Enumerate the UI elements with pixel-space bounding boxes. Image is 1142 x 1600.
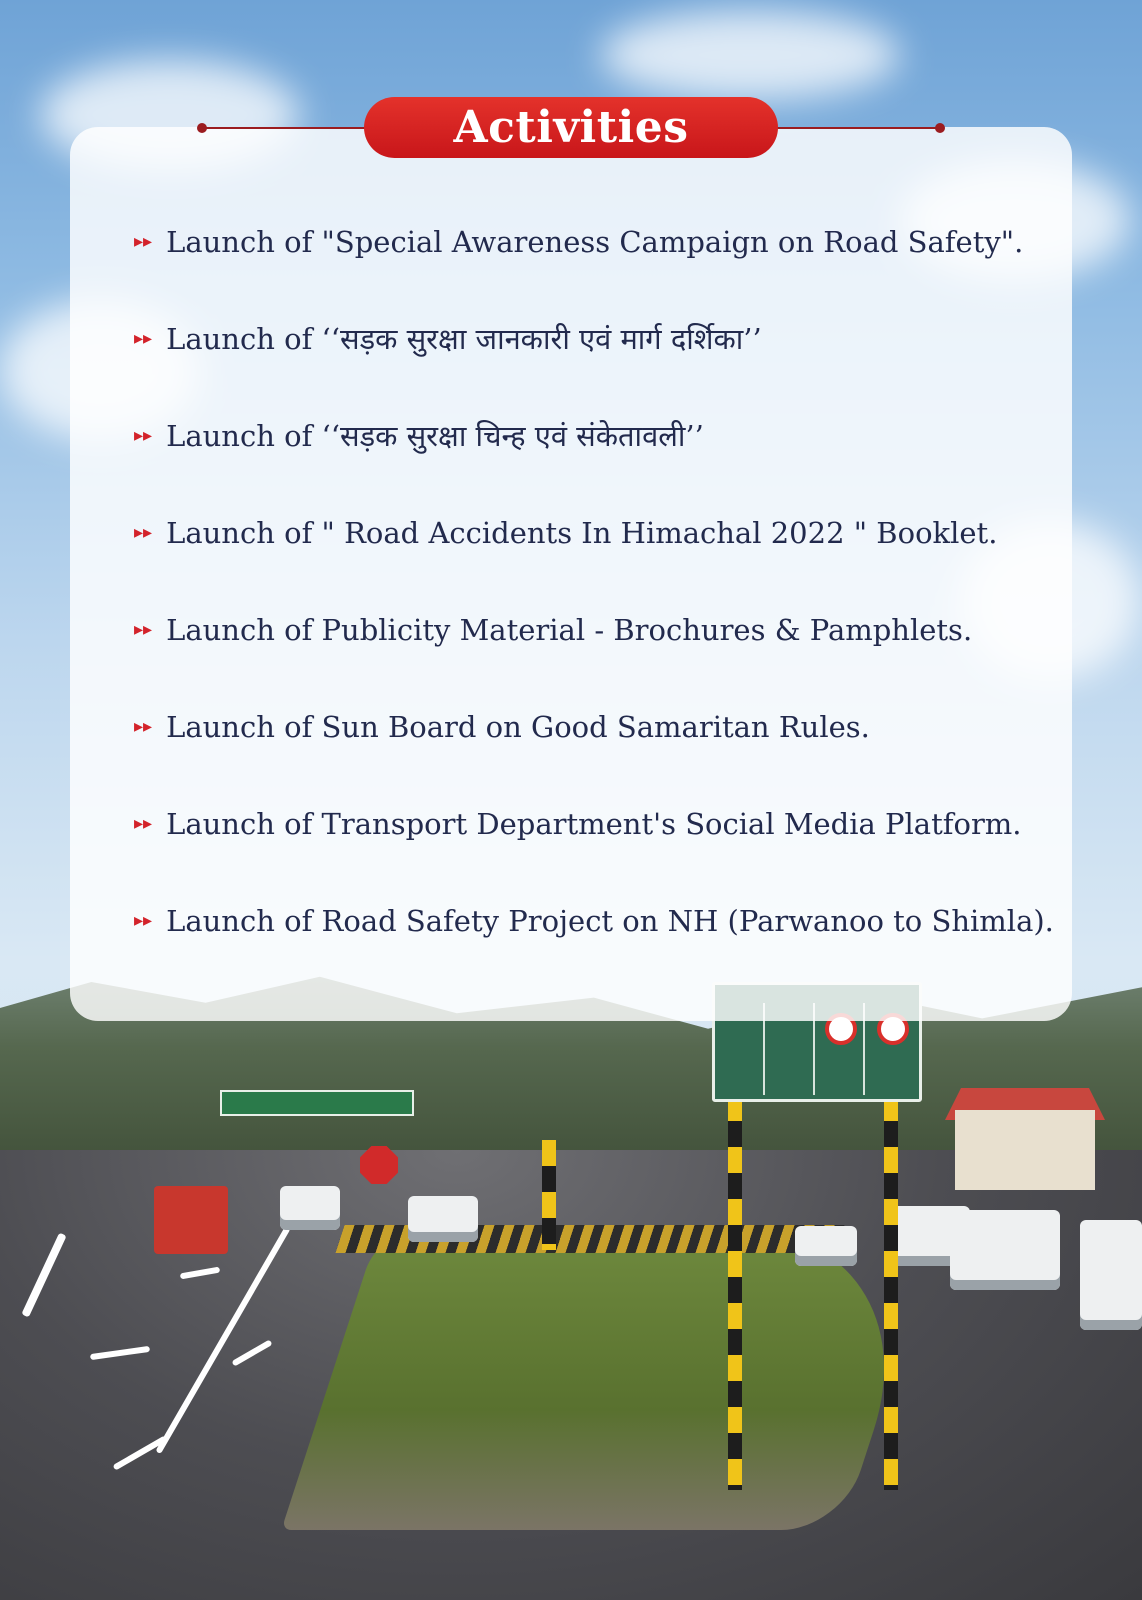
- title-rule-dot: [935, 123, 945, 133]
- activities-list: [134, 222, 1054, 998]
- list-item-text: Launch of "Special Awareness Campaign on Road Safety".: [166, 225, 1024, 259]
- list-item: [134, 901, 1054, 998]
- page-title: Activities: [453, 102, 689, 153]
- list-item-text: Launch of Sun Board on Good Samaritan Rules.: [166, 710, 870, 744]
- jeep: [280, 1186, 340, 1230]
- sign-post: [884, 1095, 898, 1490]
- title-banner: [364, 97, 778, 158]
- list-item-text: Launch of ‘‘सड़क सुरक्षा चिन्ह एवं संकेतावली’’: [166, 419, 704, 453]
- road-marking: [21, 1233, 66, 1318]
- title-rule-right: [776, 127, 940, 129]
- list-item: [134, 513, 1054, 610]
- double-chevron-right-icon: ▸▸: [134, 910, 153, 931]
- road-marking: [231, 1339, 272, 1366]
- double-chevron-right-icon: ▸▸: [134, 425, 153, 446]
- list-item: [134, 707, 1054, 804]
- list-item-text: Launch of Publicity Material - Brochures & Pamphlets.: [166, 613, 973, 647]
- jeep: [1080, 1220, 1142, 1330]
- jeep: [408, 1196, 478, 1242]
- double-chevron-right-icon: ▸▸: [134, 619, 153, 640]
- title-rule-dot: [197, 123, 207, 133]
- list-item: [134, 319, 1054, 416]
- list-item-text: Launch of " Road Accidents In Himachal 2022 " Booklet.: [166, 516, 998, 550]
- cloud: [600, 10, 900, 100]
- double-chevron-right-icon: ▸▸: [134, 813, 153, 834]
- list-item: [134, 222, 1054, 319]
- jeep: [795, 1226, 857, 1266]
- road-median: [281, 1230, 938, 1530]
- jeep: [950, 1210, 1060, 1290]
- truck: [154, 1186, 228, 1254]
- list-item: [134, 610, 1054, 707]
- sign-post: [728, 1095, 742, 1490]
- list-item: [134, 804, 1054, 901]
- road-marking: [180, 1267, 220, 1280]
- list-item-text: Launch of ‘‘सड़क सुरक्षा जानकारी एवं मार्ग दर्शिका’’: [166, 322, 762, 356]
- overhead-sign: [220, 1090, 414, 1116]
- sign-post: [542, 1140, 556, 1250]
- double-chevron-right-icon: ▸▸: [134, 231, 153, 252]
- list-item-text: Launch of Road Safety Project on NH (Parwanoo to Shimla).: [166, 904, 1054, 938]
- double-chevron-right-icon: ▸▸: [134, 716, 153, 737]
- double-chevron-right-icon: ▸▸: [134, 328, 153, 349]
- list-item: [134, 416, 1054, 513]
- house: [955, 1110, 1095, 1190]
- double-chevron-right-icon: ▸▸: [134, 522, 153, 543]
- road-marking: [90, 1346, 150, 1360]
- list-item-text: Launch of Transport Department's Social Media Platform.: [166, 807, 1022, 841]
- title-rule-left: [203, 127, 366, 129]
